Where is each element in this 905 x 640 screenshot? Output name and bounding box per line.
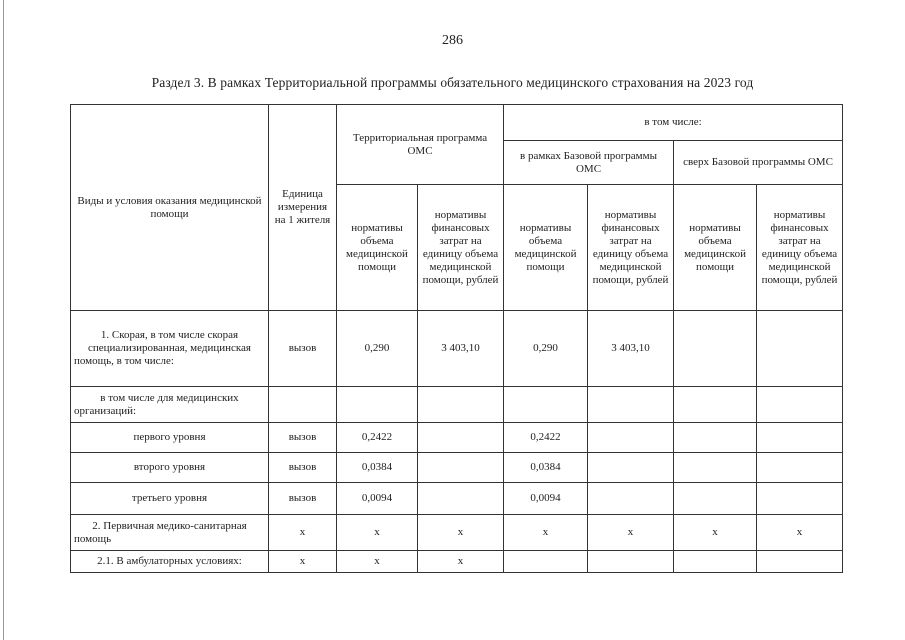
row-tp-cost [418, 453, 504, 483]
norms-table [70, 104, 843, 573]
row-base-volume: 0,0384 [504, 453, 588, 483]
header-above-volume: нормативы объема медицинской помощи [674, 185, 757, 311]
row-unit [269, 387, 337, 423]
row-base-volume: 0,290 [504, 311, 588, 387]
row-name: второго уровня [71, 453, 269, 483]
table-row [71, 453, 843, 483]
header-tp-volume: нормативы объема медицинской помощи [337, 185, 418, 311]
table-row [71, 311, 843, 387]
table-row [71, 423, 843, 453]
row-unit: вызов [269, 311, 337, 387]
header-row-1 [71, 105, 843, 141]
row-above-volume [674, 483, 757, 515]
row-name: 2.1. В амбулаторных условиях: [71, 551, 269, 573]
header-above-cost: нормативы финансовых затрат на единицу объема медицинской помощи, рублей [757, 185, 843, 311]
row-tp-cost: х [418, 551, 504, 573]
header-base-program: в рамках Базовой программы ОМС [504, 141, 674, 185]
row-tp-cost: х [418, 515, 504, 551]
row-unit: вызов [269, 423, 337, 453]
row-above-volume: х [674, 515, 757, 551]
table-row [71, 551, 843, 573]
table-row [71, 515, 843, 551]
row-base-volume: х [504, 515, 588, 551]
row-base-volume [504, 387, 588, 423]
header-including: в том числе: [504, 105, 843, 141]
header-territorial-program: Территориальная программа ОМС [337, 105, 504, 185]
table-row [71, 483, 843, 515]
row-above-cost [757, 387, 843, 423]
page-edge-line [3, 0, 4, 640]
row-above-volume [674, 387, 757, 423]
row-above-cost [757, 311, 843, 387]
row-tp-volume: 0,290 [337, 311, 418, 387]
row-tp-cost [418, 423, 504, 453]
row-base-cost [588, 551, 674, 573]
row-unit: вызов [269, 453, 337, 483]
row-base-cost [588, 387, 674, 423]
table-row [71, 387, 843, 423]
row-base-cost [588, 423, 674, 453]
row-base-volume: 0,0094 [504, 483, 588, 515]
row-tp-volume: х [337, 551, 418, 573]
row-above-volume [674, 453, 757, 483]
row-tp-volume: 0,0384 [337, 453, 418, 483]
row-tp-volume: 0,2422 [337, 423, 418, 453]
row-name: первого уровня [71, 423, 269, 453]
header-kinds: Виды и условия оказания медицинской помощи [71, 105, 269, 311]
header-tp-cost: нормативы финансовых затрат на единицу объема медицинской помощи, рублей [418, 185, 504, 311]
row-base-cost: х [588, 515, 674, 551]
row-above-volume [674, 311, 757, 387]
row-name: в том числе для медицинских организаций: [71, 387, 269, 423]
row-name: 2. Первичная медико-санитарная помощь [71, 515, 269, 551]
row-above-cost [757, 483, 843, 515]
row-name: 1. Скорая, в том числе скорая специализированная, медицинская помощь, в том числе: [71, 311, 269, 387]
row-tp-volume: х [337, 515, 418, 551]
row-base-volume: 0,2422 [504, 423, 588, 453]
row-above-cost [757, 551, 843, 573]
header-base-volume: нормативы объема медицинской помощи [504, 185, 588, 311]
row-tp-cost [418, 483, 504, 515]
row-above-volume [674, 423, 757, 453]
row-name: третьего уровня [71, 483, 269, 515]
row-tp-volume [337, 387, 418, 423]
row-base-cost: 3 403,10 [588, 311, 674, 387]
header-base-cost: нормативы финансовых затрат на единицу объема медицинской помощи, рублей [588, 185, 674, 311]
row-tp-cost [418, 387, 504, 423]
row-above-cost: х [757, 515, 843, 551]
section-title: Раздел 3. В рамках Территориальной программы обязательного медицинского страхования на 2023 год [151, 75, 754, 90]
row-unit: х [269, 551, 337, 573]
row-base-volume [504, 551, 588, 573]
row-unit: вызов [269, 483, 337, 515]
row-tp-cost: 3 403,10 [418, 311, 504, 387]
row-above-cost [757, 453, 843, 483]
row-unit: х [269, 515, 337, 551]
row-tp-volume: 0,0094 [337, 483, 418, 515]
row-above-cost [757, 423, 843, 453]
page-number: 286 [442, 33, 463, 48]
header-above-base: сверх Базовой программы ОМС [674, 141, 843, 185]
row-above-volume [674, 551, 757, 573]
header-unit: Единица измерения на 1 жителя [269, 105, 337, 311]
row-base-cost [588, 483, 674, 515]
row-base-cost [588, 453, 674, 483]
